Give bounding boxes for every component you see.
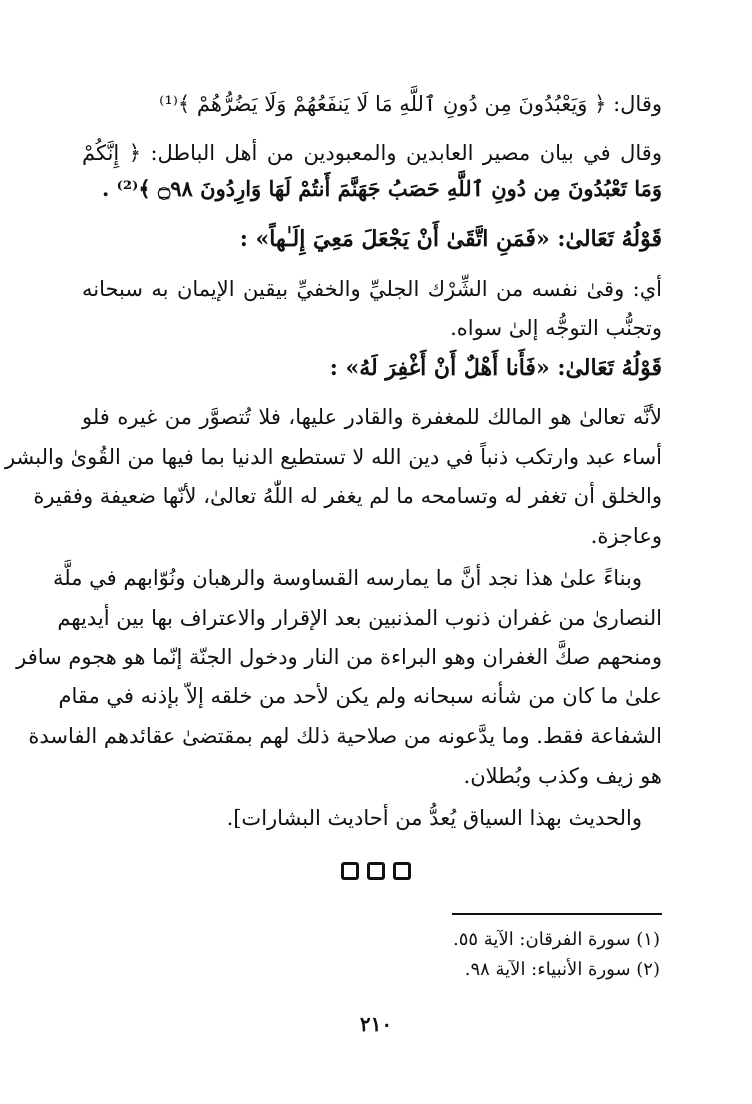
verse-quote-line-2: وقال في بيان مصير العابدين والمعبودين من أهل الباطل: ﴿ إِنَّكُمْ: [82, 141, 662, 165]
paragraph-line: وعاجزة.: [590, 524, 662, 548]
footnote-2: (٢) سورة الأنبياء: الآية ٩٨.: [464, 959, 660, 980]
paragraph-line: والحديث بهذا السياق يُعدُّ من أحاديث البشارات].: [226, 806, 642, 830]
paragraph-line: والخلق أن تغفر له وتسامحه ما لم يغفر له اللّٰهُ تعالىٰ، لأنّها ضعيفة وفقيرة: [33, 484, 662, 508]
square-ornament-icon: [341, 862, 359, 880]
footnote-1: (١) سورة الفرقان: الآية ٥٥.: [452, 929, 660, 950]
paragraph-line: علىٰ ما كان من شأنه سبحانه ولم يكن لأحد من خلقه إلاّ بإذنه في مقام: [58, 684, 662, 708]
paragraph-line: النصارىٰ من غفران ذنوب المذنبين بعد الإقرار والاعتراف بها بين أيديهم: [57, 606, 662, 630]
paragraph-line: وبناءً علىٰ هذا نجد أنَّ ما يمارسه القساوسة والرهبان ونُوّابهم في ملَّة: [53, 566, 642, 590]
paragraph-line: هو زيف وكذب وبُطلان.: [463, 764, 662, 788]
paragraph-line: أساء عبد وارتكب ذنباً في دين الله لا تستطيع الدنيا بما فيها من القُوىٰ والبشر: [4, 445, 662, 469]
section-heading-1: قَوْلُهُ تَعَالىٰ: «فَمَنِ اتَّقَىٰ أَنْ يَجْعَلَ مَعِيَ إِلَـٰهاً» :: [239, 226, 662, 252]
paragraph-line: الشفاعة فقط. وما يدَّعونه من صلاحية ذلك لهم بمقتضىٰ عقائدهم الفاسدة: [28, 724, 662, 748]
section-heading-2: قَوْلُهُ تَعَالىٰ: «فَأَنا أَهْلٌ أَنْ أَغْفِرَ لَهُ» :: [329, 355, 662, 381]
paragraph-line: وتجنُّب التوجُّه إلىٰ سواه.: [450, 316, 662, 340]
verse-quote-line-1: وقال: ﴿ وَيَعْبُدُونَ مِن دُونِ ٱللَّهِ مَا لَا يَنفَعُهُمْ وَلَا يَضُرُّهُمْ ﴾⁽¹⁾: [159, 92, 662, 116]
paragraph-line: لأنَّه تعالىٰ هو المالك للمغفرة والقادر عليها، فلا تُتصوَّر من غيره فلو: [82, 405, 662, 429]
square-ornament-icon: [393, 862, 411, 880]
paragraph-line: أي: وقىٰ نفسه من الشِّرْك الجليِّ والخفيِّ بيقين الإيمان به سبحانه: [82, 277, 662, 301]
paragraph-line: ومنحهم صكَّ الغفران وهو البراءة من النار ودخول الجنّة إنّما هو هجوم سافر: [16, 645, 662, 669]
footnote-divider: [452, 913, 662, 915]
section-divider: [0, 862, 752, 884]
verse-quote-line-3: وَمَا تَعْبُدُونَ مِن دُونِ ٱللَّهِ حَصَبُ جَهَنَّمَ أَنتُمْ لَهَا وَارِدُونَ ۝٩٨ ﴾⁽²⁾ .: [102, 176, 662, 201]
page-number: ٢١٠: [359, 1012, 393, 1036]
square-ornament-icon: [367, 862, 385, 880]
